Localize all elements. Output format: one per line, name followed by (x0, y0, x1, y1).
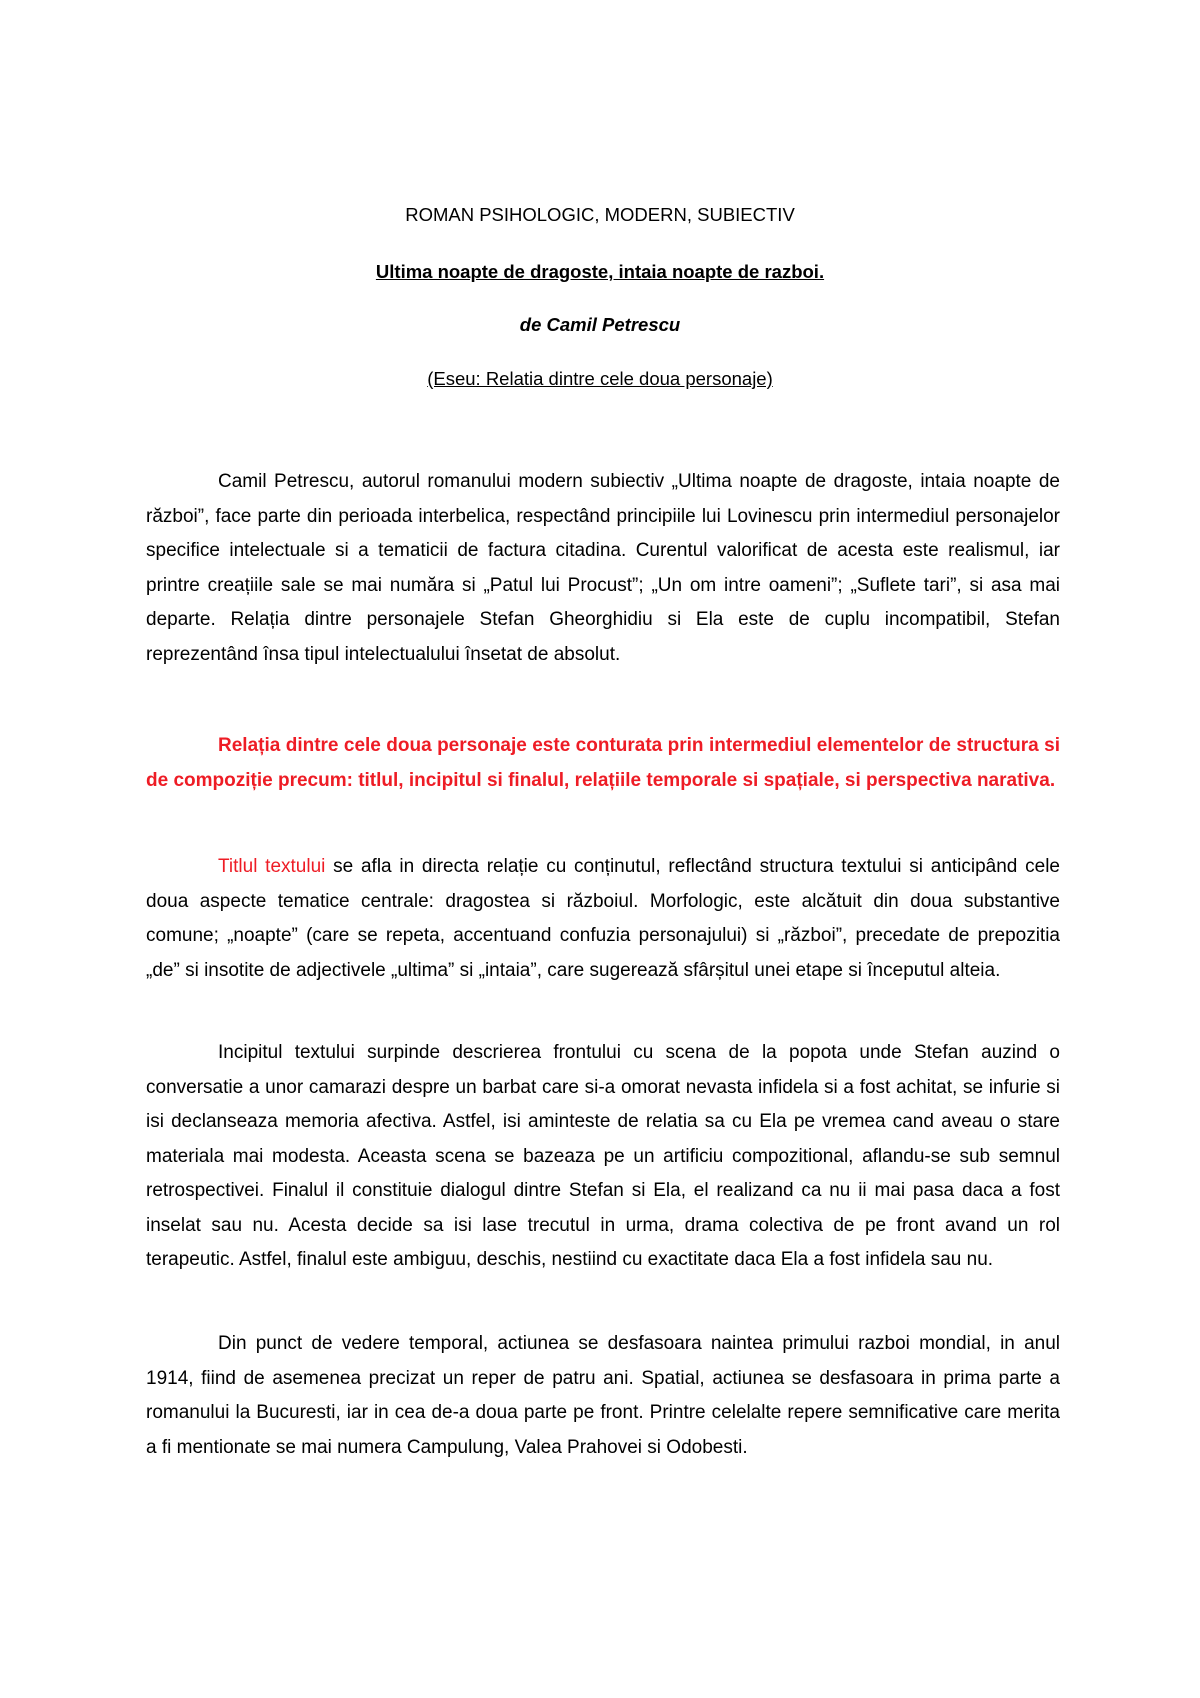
author-line: de Camil Petrescu (519, 314, 681, 335)
paragraph-title-analysis (146, 850, 1060, 988)
paragraph-intro: Camil Petrescu, autorul romanului modern subiectiv „Ultima noapte de dragoste, intaia noapte de război”, face parte din perioada interbelica, respectând principiile lui Lovinescu prin intermediul personajelor specifice intelectuale si a tematicii de factura citadina. Curentul valorificat de acesta este realismul, iar printre creațiile sale se mai număra si „Patul lui Procust”; „Un om intre oameni”; „Suflete tari”, si asa mai departe. Relația dintre personajele Stefan Gheorghidiu si Ela este de cuplu incompatibil, Stefan reprezentând însa tipul intelectualului însetat de absolut. (146, 471, 1060, 665)
paragraph-time-space: Din punct de vedere temporal, actiunea se desfasoara naintea primului razboi mondial, in anul 1914, fiind de asemenea precizat un reper de patru ani. Spatial, actiunea se desfasoara in prima parte a romanului la Bucuresti, iar in cea de-a doua parte pe front. Printre celelalte repere semnificative care merita a fi mentionate se mai numera Campulung, Valea Prahovei si Odobesti. (146, 1333, 1060, 1458)
main-heading: ROMAN PSIHOLOGIC, MODERN, SUBIECTIV (405, 204, 795, 225)
paragraph-incipit-final: Incipitul textului surpinde descrierea frontului cu scena de la popota unde Stefan auzind o conversatie a unor camarazi despre un barbat care si-a omorat nevasta infidela si a fost achitat, se infurie si isi declanseaza memoria afectiva. Astfel, isi aminteste de relatia sa cu Ela pe vremea cand aveau o stare materiala mai modesta. Aceasta scena se bazeaza pe un artificiu compozitional, aflandu-se sub semnul retrospectivei. Finalul il constituie dialogul dintre Stefan si Ela, el realizand ca nu ii mai pasa daca a fost inselat sau nu. Acesta decide sa isi lase trecutul in urma, drama colectiva de pe front avand un rol terapeutic. Astfel, finalul este ambiguu, deschis, nestiind cu exactitate daca Ela a fost infidela sau nu. (146, 1042, 1060, 1270)
title-analysis-lead: Titlul textului (218, 856, 326, 877)
novel-title: Ultima noapte de dragoste, intaia noapte de razboi. (375, 261, 825, 282)
title-analysis-body: se afla in directa relație cu conținutul, reflectând structura textului si anticipând cele doua aspecte tematice centrale: dragostea si războiul. Morfologic, este alcătuit din doua substantive comune; „noapte” (care se repeta, accentuand confuzia personajului) si „război”, precedate de prepozitia „de” si insotite de adjectivele „ultima” si „intaia”, care sugerează sfârșitul unei etape si începutul alteia. (146, 856, 1060, 981)
essay-subtitle: (Eseu: Relatia dintre cele doua personaje) (427, 368, 773, 389)
paragraph-thesis: Relația dintre cele doua personaje este conturata prin intermediul elementelor de structura si de compoziție precum: titlul, incipitul si finalul, relațiile temporale si spațiale, si perspectiva narativa. (146, 735, 1060, 791)
